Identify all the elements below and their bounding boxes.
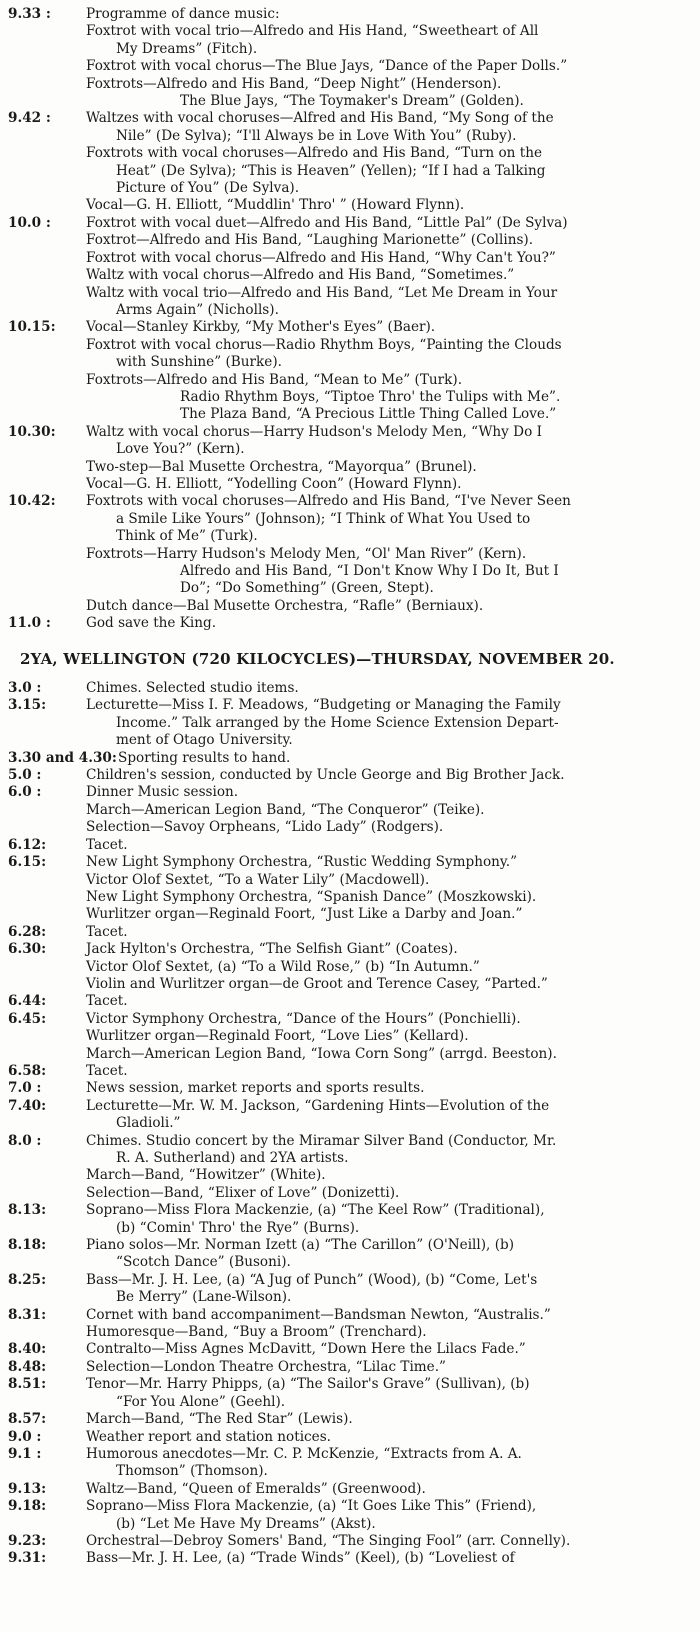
entry-time: 9.42 : — [8, 110, 51, 127]
entry-line: The Blue Jays, “The Toymaker's Dream” (Golden). — [180, 93, 524, 110]
entry-line: March—Band, “Howitzer” (White). — [86, 1167, 326, 1184]
entry-time: 6.28: — [8, 923, 47, 940]
entry-line: Selection—Savoy Orpheans, “Lido Lady” (Rodgers). — [86, 819, 444, 836]
programme-entry — [8, 615, 694, 632]
entry-line: Waltz with vocal chorus—Alfredo and His Band, “Sometimes.” — [86, 267, 515, 284]
entry-time: 6.45: — [8, 1010, 47, 1027]
entry-line: Foxtrot with vocal chorus—Alfredo and His Hand, “Why Can't You?” — [86, 249, 556, 266]
programme-entry — [8, 1098, 694, 1133]
programme-entry — [8, 1237, 694, 1272]
entry-line: Lecturette—Mr. W. M. Jackson, “Gardening Hints—Evolution of the — [86, 1097, 550, 1114]
dance-programme-section — [8, 6, 694, 633]
entry-line: (b) “Let Me Have My Dreams” (Akst). — [116, 1515, 376, 1532]
programme-entry — [8, 1481, 694, 1498]
entry-line: Vocal—G. H. Elliott, “Muddlin' Thro' ” (Howard Flynn). — [86, 197, 465, 214]
entry-line: Dutch dance—Bal Musette Orchestra, “Rafle” (Berniaux). — [86, 597, 484, 614]
programme-entry — [8, 1550, 694, 1567]
programme-entry — [8, 837, 694, 854]
programme-entry — [8, 1411, 694, 1428]
entry-line: Heat” (De Sylva); “This is Heaven” (Yellen); “If I had a Talking — [116, 162, 546, 179]
entry-line: Alfredo and His Band, “I Don't Know Why I Do It, But I — [180, 563, 559, 579]
programme-entry — [8, 110, 694, 214]
entry-line: R. A. Sutherland) and 2YA artists. — [116, 1150, 349, 1166]
entry-line: Foxtrot with vocal chorus—Radio Rhythm Boys, “Painting the Clouds — [86, 336, 562, 353]
programme-entry — [8, 1446, 694, 1481]
entry-time: 8.0 : — [8, 1132, 42, 1149]
entry-time: 6.30: — [8, 941, 47, 958]
entry-line: Vocal—Stanley Kirkby, “My Mother's Eyes” (Baer). — [86, 319, 436, 336]
entry-line: Waltz with vocal trio—Alfredo and His Band, “Let Me Dream in Your — [86, 284, 558, 301]
entry-time: 8.25: — [8, 1271, 47, 1288]
programme-entry — [8, 1063, 694, 1080]
entry-line: Foxtrots with vocal choruses—Alfredo and His Band, “I've Never Seen — [86, 493, 571, 510]
entry-line: ment of Otago University. — [116, 732, 293, 749]
entry-line: Children's session, conducted by Uncle George and Big Brother Jack. — [86, 767, 565, 784]
entry-line: News session, market reports and sports results. — [86, 1080, 425, 1097]
entry-time: 3.0 : — [8, 680, 42, 697]
entry-line: Lecturette—Miss I. F. Meadows, “Budgeting or Managing the Family — [86, 697, 561, 714]
programme-entry — [8, 1133, 694, 1203]
programme-entry — [8, 493, 694, 615]
entry-line: Think of Me” (Turk). — [116, 528, 258, 545]
programme-entry — [8, 993, 694, 1010]
programme-entry — [8, 319, 694, 423]
entry-time: 3.30 and 4.30: — [8, 749, 117, 766]
entry-line: Waltz—Band, “Queen of Emeralds” (Greenwood). — [86, 1480, 426, 1497]
entry-time: 10.42: — [8, 493, 56, 510]
entry-time: 10.15: — [8, 319, 56, 336]
entry-line: Weather report and station notices. — [86, 1428, 332, 1445]
entry-time: 9.13: — [8, 1480, 47, 1497]
entry-time: 9.18: — [8, 1498, 47, 1515]
programme-entry — [8, 1376, 694, 1411]
entry-line: Gladioli.” — [116, 1115, 181, 1132]
entry-line: March—Band, “The Red Star” (Lewis). — [86, 1411, 353, 1428]
entry-line: Selection—Band, “Elixer of Love” (Donizetti). — [86, 1184, 400, 1201]
entry-time: 9.1 : — [8, 1445, 42, 1462]
entry-time: 7.0 : — [8, 1080, 42, 1097]
entry-line: Cornet with band accompaniment—Bandsman Newton, “Australis.” — [86, 1306, 551, 1323]
programme-entry — [8, 424, 694, 494]
entry-time: 8.40: — [8, 1341, 47, 1358]
entry-line: Bass—Mr. J. H. Lee, (a) “A Jug of Punch” (Wood), (b) “Come, Let's — [86, 1271, 538, 1288]
entry-time: 6.15: — [8, 854, 47, 871]
entry-line: Tacet. — [86, 923, 128, 940]
entry-line: Sporting results to hand. — [118, 749, 291, 766]
entry-line: New Light Symphony Orchestra, “Rustic Wedding Symphony.” — [86, 854, 518, 871]
entry-line: Violin and Wurlitzer organ—de Groot and Terence Casey, “Parted.” — [86, 975, 548, 992]
programme-entry — [8, 1011, 694, 1063]
entry-time: 8.31: — [8, 1306, 47, 1323]
entry-line: Love You?” (Kern). — [116, 441, 245, 458]
entry-time: 6.58: — [8, 1062, 47, 1079]
entry-line: Victor Olof Sextet, “To a Water Lily” (Macdowell). — [86, 871, 430, 888]
entry-line: Foxtrot with vocal trio—Alfredo and His Hand, “Sweetheart of All — [86, 23, 539, 40]
entry-time: 8.51: — [8, 1376, 47, 1393]
programme-entry — [8, 1202, 694, 1237]
entry-line: Orchestral—Debroy Somers' Band, “The Singing Fool” (arr. Connelly). — [86, 1532, 571, 1549]
programme-entry — [8, 750, 694, 767]
entry-time: 8.48: — [8, 1358, 47, 1375]
entry-line: Foxtrots—Alfredo and His Band, “Deep Night” (Henderson). — [86, 75, 502, 92]
entry-time: 9.23: — [8, 1532, 47, 1549]
entry-time: 8.18: — [8, 1237, 47, 1254]
entry-line: Chimes. Studio concert by the Miramar Silver Band (Conductor, Mr. — [86, 1132, 557, 1149]
entry-line: a Smile Like Yours” (Johnson); “I Think of What You Used to — [116, 510, 531, 527]
entry-line: New Light Symphony Orchestra, “Spanish Dance” (Moszkowski). — [86, 888, 537, 905]
entry-line: Tenor—Mr. Harry Phipps, (a) “The Sailor's Grave” (Sullivan), (b) — [86, 1376, 530, 1393]
entry-line: Selection—London Theatre Orchestra, “Lilac Time.” — [86, 1358, 447, 1375]
programme-entry — [8, 1307, 694, 1342]
entry-line: Picture of You” (De Sylva). — [116, 180, 300, 197]
station-heading: 2YA, WELLINGTON (720 KILOCYCLES)—THURSDAY, NOVEMBER 20. — [20, 649, 615, 668]
entry-line: Foxtrots—Alfredo and His Band, “Mean to Me” (Turk). — [86, 371, 463, 388]
entry-time: 10.30: — [8, 423, 56, 440]
entry-line: Soprano—Miss Flora Mackenzie, (a) “The Keel Row” (Traditional), — [86, 1202, 545, 1219]
entry-time: 9.0 : — [8, 1428, 42, 1445]
entry-line: Victor Olof Sextet, (a) “To a Wild Rose,” (b) “In Autumn.” — [86, 958, 480, 975]
entry-line: Waltzes with vocal choruses—Alfred and His Band, “My Song of the — [86, 110, 554, 127]
programme-entry — [8, 680, 694, 697]
entry-line: Foxtrot with vocal chorus—The Blue Jays, “Dance of the Paper Dolls.” — [86, 58, 568, 75]
programme-entry — [8, 6, 694, 110]
programme-entry — [8, 941, 694, 993]
wellington-programme-section — [8, 680, 694, 1568]
entry-time: 8.13: — [8, 1202, 47, 1219]
programme-entry — [8, 1341, 694, 1358]
entry-line: “Scotch Dance” (Busoni). — [116, 1254, 291, 1271]
entry-line: Nile” (De Sylva); “I'll Always be in Love With You” (Ruby). — [116, 127, 517, 144]
entry-line: Humorous anecdotes—Mr. C. P. McKenzie, “Extracts from A. A. — [86, 1445, 522, 1462]
entry-line: March—American Legion Band, “Iowa Corn Song” (arrgd. Beeston). — [86, 1045, 557, 1062]
entry-time: 3.15: — [8, 697, 47, 714]
entry-time: 8.57: — [8, 1411, 47, 1428]
entry-line: Jack Hylton's Orchestra, “The Selfish Giant” (Coates). — [86, 941, 458, 958]
entry-line: Arms Again” (Nicholls). — [116, 301, 279, 318]
entry-line: (b) “Comin' Thro' the Rye” (Burns). — [116, 1219, 360, 1236]
entry-line: Contralto—Miss Agnes McDavitt, “Down Here the Lilacs Fade.” — [86, 1341, 526, 1358]
entry-line: Wurlitzer organ—Reginald Foort, “Just Like a Darby and Joan.” — [86, 906, 523, 923]
entry-line: Soprano—Miss Flora Mackenzie, (a) “It Goes Like This” (Friend), — [86, 1498, 537, 1515]
entry-line: with Sunshine” (Burke). — [116, 354, 282, 371]
entry-time: 7.40: — [8, 1097, 47, 1114]
entry-line: God save the King. — [86, 615, 217, 632]
programme-entry — [8, 1498, 694, 1533]
programme-entry — [8, 854, 694, 924]
entry-line: Tacet. — [86, 1062, 128, 1079]
programme-entry — [8, 924, 694, 941]
programme-entry — [8, 215, 694, 319]
programme-entry — [8, 1272, 694, 1307]
entry-line: Tacet. — [86, 836, 128, 853]
entry-line: “For You Alone” (Geehl). — [116, 1393, 286, 1410]
entry-time: 5.0 : — [8, 767, 42, 784]
entry-line: Income.” Talk arranged by the Home Science Extension Depart- — [116, 714, 559, 731]
entry-line: Foxtrots with vocal choruses—Alfredo and His Band, “Turn on the — [86, 145, 543, 162]
entry-line: Dinner Music session. — [86, 784, 239, 801]
programme-entry — [8, 1429, 694, 1446]
entry-line: The Plaza Band, “A Precious Little Thing Called Love.” — [180, 406, 557, 423]
entry-line: Humoresque—Band, “Buy a Broom” (Trenchard). — [86, 1324, 427, 1341]
entry-time: 6.0 : — [8, 784, 42, 801]
entry-line: Vocal—G. H. Elliott, “Yodelling Coon” (Howard Flynn). — [86, 475, 462, 492]
entry-line: Do”; “Do Something” (Green, Stept). — [180, 580, 434, 597]
entry-line: Piano solos—Mr. Norman Izett (a) “The Carillon” (O'Neill), (b) — [86, 1237, 515, 1254]
programme-entry — [8, 1359, 694, 1376]
entry-line: Waltz with vocal chorus—Harry Hudson's Melody Men, “Why Do I — [86, 423, 542, 440]
entry-line: Foxtrot with vocal duet—Alfredo and His Band, “Little Pal” (De Sylva) — [86, 214, 568, 231]
entry-line: Victor Symphony Orchestra, “Dance of the Hours” (Ponchielli). — [86, 1010, 521, 1027]
entry-time: 6.12: — [8, 836, 47, 853]
entry-line: Two-step—Bal Musette Orchestra, “Mayorqua” (Brunel). — [86, 458, 477, 475]
entry-time: 10.0 : — [8, 214, 51, 231]
entry-line: Tacet. — [86, 993, 128, 1010]
entry-time: 9.33 : — [8, 6, 51, 22]
programme-entry — [8, 767, 694, 784]
programme-entry — [8, 1533, 694, 1550]
entry-line: Chimes. Selected studio items. — [86, 680, 299, 697]
entry-line: Thomson” (Thomson). — [116, 1463, 268, 1480]
entry-line: Foxtrot—Alfredo and His Band, “Laughing Marionette” (Collins). — [86, 232, 534, 249]
programme-entry — [8, 697, 694, 749]
entry-line: March—American Legion Band, “The Conqueror” (Teike). — [86, 801, 485, 818]
entry-line: Be Merry” (Lane-Wilson). — [116, 1289, 292, 1306]
entry-line: Bass—Mr. J. H. Lee, (a) “Trade Winds” (Keel), (b) “Loveliest of — [86, 1550, 515, 1567]
entry-time: 6.44: — [8, 993, 47, 1010]
entry-line: Foxtrots—Harry Hudson's Melody Men, “Ol' Man River” (Kern). — [86, 545, 527, 562]
entry-line: Radio Rhythm Boys, “Tiptoe Thro' the Tulips with Me”. — [180, 388, 561, 405]
entry-line: Wurlitzer organ—Reginald Foort, “Love Lies” (Kellard). — [86, 1028, 469, 1045]
entry-time: 11.0 : — [8, 615, 51, 632]
programme-entry — [8, 1080, 694, 1097]
entry-time: 9.31: — [8, 1550, 47, 1567]
entry-line: My Dreams” (Fitch). — [116, 40, 258, 57]
entry-line: Programme of dance music: — [86, 6, 280, 22]
programme-entry — [8, 784, 694, 836]
